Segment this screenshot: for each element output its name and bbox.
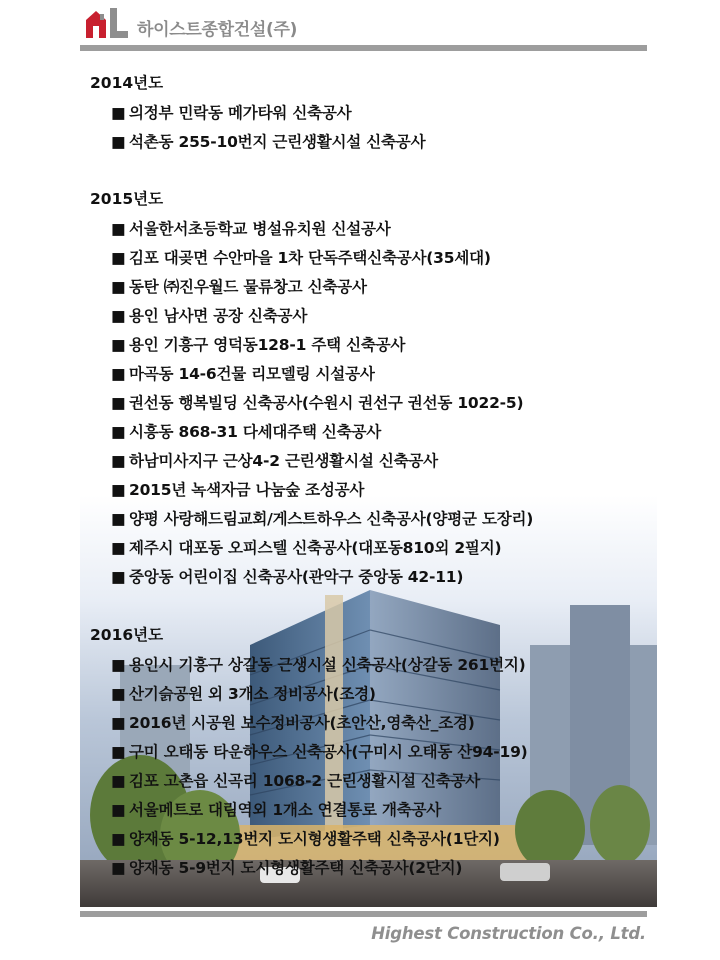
list-item: ■ 하남미사지구 근상4-2 근린생활시설 신축공사 xyxy=(111,452,438,470)
list-item: ■ 용인시 기흥구 상갈동 근생시설 신축공사(상갈동 261번지) xyxy=(111,656,526,674)
year-heading: 2016년도 xyxy=(90,626,164,644)
year-heading: 2015년도 xyxy=(90,190,164,208)
list-item: ■ 김포 고촌읍 신곡리 1068-2 근린생활시설 신축공사 xyxy=(111,772,481,790)
list-item: ■ 동탄 ㈜진우월드 물류창고 신축공사 xyxy=(111,278,367,296)
list-item: ■ 마곡동 14-6건물 리모델링 시설공사 xyxy=(111,365,375,383)
list-item: ■ 서울한서초등학교 병설유치원 신설공사 xyxy=(111,220,391,238)
list-item: ■ 양재동 5-9번지 도시형생활주택 신축공사(2단지) xyxy=(111,859,463,877)
list-item: ■ 양평 사랑해드림교회/게스트하우스 신축공사(양평군 도장리) xyxy=(111,510,534,528)
footer-divider xyxy=(80,911,647,917)
list-item: ■ 중앙동 어린이집 신축공사(관악구 중앙동 42-11) xyxy=(111,568,464,586)
list-item: ■ 2015년 녹색자금 나눔숲 조성공사 xyxy=(111,481,365,499)
company-tagline: Highest Construction Co., Ltd. xyxy=(371,924,646,943)
company-name: 하이스트종합건설(주) xyxy=(137,20,298,40)
list-item: ■ 용인 기흥구 영덕동128-1 주택 신축공사 xyxy=(111,336,406,354)
list-item: ■ 2016년 시공원 보수정비공사(초안산,영축산_조경) xyxy=(111,714,475,732)
list-item: ■ 시흥동 868-31 다세대주택 신축공사 xyxy=(111,423,382,441)
list-item: ■ 제주시 대포동 오피스텔 신축공사(대포동810외 2필지) xyxy=(111,539,502,557)
list-item: ■ 김포 대곶면 수안마을 1차 단독주택신축공사(35세대) xyxy=(111,249,491,267)
list-item: ■ 양재동 5-12,13번지 도시형생활주택 신축공사(1단지) xyxy=(111,830,500,848)
list-item: ■ 용인 남사면 공장 신축공사 xyxy=(111,307,308,325)
list-item: ■ 산기슭공원 외 3개소 정비공사(조경) xyxy=(111,685,376,703)
list-item: ■ 권선동 행복빌딩 신축공사(수원시 권선구 권선동 1022-5) xyxy=(111,394,524,412)
list-item: ■ 구미 오태동 타운하우스 신축공사(구미시 오태동 산94-19) xyxy=(111,743,528,761)
year-heading: 2014년도 xyxy=(90,74,164,92)
list-item: ■ 서울메트로 대림역외 1개소 연결통로 개축공사 xyxy=(111,801,442,819)
list-item: ■ 의정부 민락동 메가타워 신축공사 xyxy=(111,104,352,122)
list-item: ■ 석촌동 255-10번지 근린생활시설 신축공사 xyxy=(111,133,426,151)
